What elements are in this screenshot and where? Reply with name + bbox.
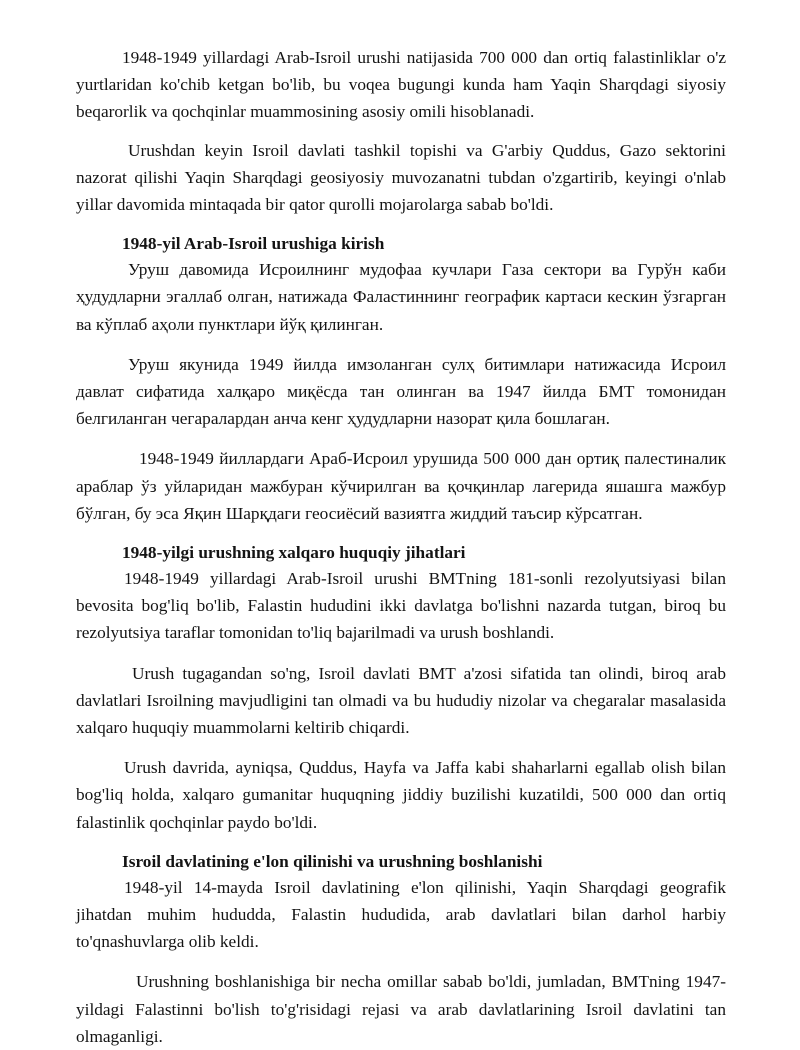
- section1-paragraph-2: Уруш якунида 1949 йилда имзоланган сулҳ битимлари натижасида Исроил давлат сифатида халқаро миқёсда тан олинган ва 1947 йилда БМТ томонидан белгиланган чегаралардан анча кенг ҳудудларни назорат қила бошлаган.: [76, 354, 726, 429]
- section3-paragraph-2: Urushning boshlanishiga bir necha omillar sabab bo'ldi, jumladan, BMTning 1947-yildagi Falastinni bo'lish to'g'risidagi rejasi va arab davlatlarining Isroil davlatini tan olmaganligi.: [76, 972, 726, 1046]
- section2-paragraph-2: Urush tugagandan so'ng, Isroil davlati BMT a'zosi sifatida tan olindi, biroq arab davlatlari Isroilning mavjudligini tan olmadi va bu hududiy nizolar va chegaralar masalasida xalqaro huquqiy muammolarni keltirib chiqardi.: [76, 663, 726, 738]
- section-heading-1: 1948-yil Arab-Isroil urushiga kirish: [122, 234, 385, 254]
- section-heading-3: Isroil davlatining e'lon qilinishi va urushning boshlanishi: [122, 851, 543, 871]
- paragraph-intro-1: 1948-1949 yillardagi Arab-Isroil urushi natijasida 700 000 dan ortiq falastinliklar o'z yurtlaridan ko'chib ketgan bo'lib, bu voqea bugungi kunda ham Yaqin Sharqdagi siyosiy beqarorlik va qochqinlar muammosining asosiy omili hisoblanadi.: [76, 48, 726, 122]
- section1-paragraph-3: 1948-1949 йиллардаги Араб-Исроил урушида 500 000 дан ортиқ палестиналик араблар ўз уйларидан мажбуран кўчирилган ва қочқинлар лагерида яшашга мажбур бўлган, бу эса Яқин Шарқдаги геосиёсий вазиятга жиддий таъсир кўрсатган.: [76, 449, 726, 523]
- section2-paragraph-1: 1948-1949 yillardagi Arab-Isroil urushi BMTning 181-sonli rezolyutsiyasi bilan bevosita bog'liq bo'lib, Falastin hududini ikki davlatga bo'lishni nazarda tutgan, biroq bu rezolyutsiya taraflar tomonidan to'liq bajarilmadi va urush boshlandi.: [76, 569, 726, 643]
- section1-paragraph-1: Уруш давомида Исроилнинг мудофаа кучлари Газа сектори ва Гурўн каби ҳудудларни эгаллаб олган, натижада Фаластиннинг географик картаси кескин ўзгарган ва кўплаб аҳоли пунктлари йўқ қилинган.: [76, 260, 726, 334]
- document-page: [76, 44, 726, 1050]
- section3-paragraph-1: 1948-yil 14-mayda Isroil davlatining e'lon qilinishi, Yaqin Sharqdagi geografik jihatdan muhim hududda, Falastin hududida, arab davlatlari bilan darhol harbiy to'qnashuvlarga olib keldi.: [76, 877, 726, 952]
- paragraph-intro-2: Urushdan keyin Isroil davlati tashkil topishi va G'arbiy Quddus, Gazo sektorini nazorat qilishi Yaqin Sharqdagi geosiyosiy muvozanatni tubdan o'zgartirib, keyingi o'nlab yillar davomida mintaqada bir qator qurolli mojarolarga sabab bo'ldi.: [76, 140, 726, 215]
- section-heading-2: 1948-yilgi urushning xalqaro huquqiy jihatlari: [122, 543, 466, 563]
- section2-paragraph-3: Urush davrida, ayniqsa, Quddus, Hayfa va Jaffa kabi shaharlarni egallab olish bilan bog'liq holda, xalqaro gumanitar huquqning jiddiy buzilishi kuzatildi, 500 000 dan ortiq falastinlik qochqinlar paydo bo'ldi.: [76, 758, 726, 832]
